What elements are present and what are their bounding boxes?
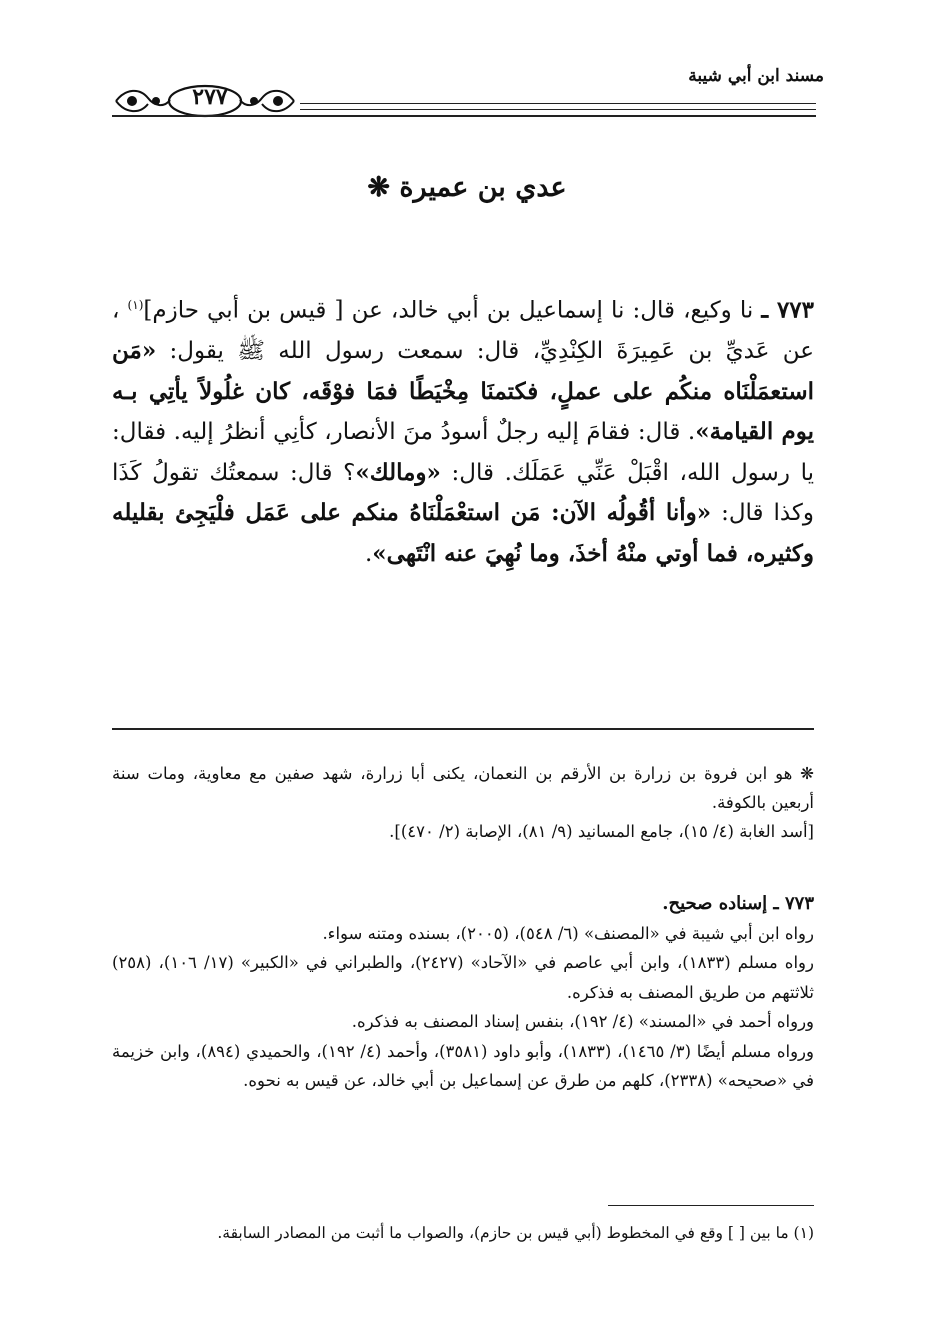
biography-note [112, 759, 814, 846]
header-rule-bottom [300, 109, 816, 110]
hadith-chain: نا وكيع، قال: نا إسماعيل بن أبي خالد، عن [ قيس بن أبي حازم] [143, 297, 762, 324]
hadith-end: . [364, 540, 373, 567]
hadith-quote-1: «مَن استعمَلْنَاه منكُم على عملٍ، فكتمنَا مِخْيَطًا فمَا فوْقَه، كان غلُولاً يأتِي بـه يوم القيامة» [112, 337, 814, 446]
page-number: ٢٧٧ [192, 84, 228, 110]
takhrij-section [112, 889, 814, 1096]
takhrij-line: رواه ابن أبي شيبة في «المصنف» (٦/ ٥٤٨)، (٢٠٠٥)، بسنده ومتنه سواء. [322, 923, 814, 943]
takhrij-line: ورواه مسلم أيضًا (٣/ ١٤٦٥)، (١٨٣٣)، وأبو داود (٣٥٨١)، وأحمد (٤/ ١٩٢)، والحميدي (٨٩٤)، وابن خزيمة في «صحيحه» (٢٣٣٨)، كلهم من طرق عن إسماعيل بن أبي خالد، عن قيس به نحوه. [112, 1041, 814, 1090]
hadith-text [112, 285, 814, 574]
header-rule-top [300, 103, 816, 104]
biography-sources: [أسد الغابة (٤/ ١٥)، جامع المسانيد (٩/ ٨١)، الإصابة (٢/ ٤٧٠)]. [389, 822, 814, 841]
hadith-quote-2: «ومالك» [355, 458, 441, 486]
hadith-chain-continued: ، عن عَديِّ بن عَمِيرَةَ الكِنْدِيِّ، قال: سمعت رسول الله ﷺ يقول: [112, 297, 814, 365]
hadith-narration-2: ؟ قال: سمعتُك تقولُ كَذَا وكذا قال: [112, 459, 814, 527]
footnote-marker: (١) [127, 298, 144, 312]
takhrij-line: ورواه أحمد في «المسند» (٤/ ١٩٢)، بنفس إسناد المصنف به فذكره. [351, 1012, 814, 1031]
takhrij-heading: ٧٧٣ ـ إسناده صحيح. [662, 893, 814, 914]
hadith-quote-3: «وأنا أقُولُه الآن: مَن استعْمَلْنَاهُ منكم على عَمَل فلْيَجِئ بقليله وكثيره، فما أوتي منْهُ أخذَ، وما نُهِيَ عنه انْتَهى» [112, 499, 814, 567]
hadith-number: ٧٧٣ ـ [761, 296, 815, 324]
notes-divider [112, 728, 814, 730]
takhrij-line: رواه مسلم (١٨٣٣)، وابن أبي عاصم في «الآحاد» (٢٤٢٧)، والطبراني في «الكبير» (١٧/ ١٠٦)، (٢٥٨) ثلاثتهم من طريق المصنف به فذكره. [112, 953, 814, 1002]
hadith-narration-1: . قال: فقامَ إليه رجلٌ أسودُ منَ الأنصار، كأنِي أنظرُ إليه. فقال: يا رسول الله، اقْبَلْ عَنِّي عَمَلَك. قال: [112, 419, 814, 486]
section-title: عدي بن عميرة ❋ [367, 172, 567, 203]
running-header-title: مسند ابن أبي شيبة [688, 66, 824, 86]
footnote-divider [608, 1205, 814, 1206]
biography-text: ❋ هو ابن فروة بن زرارة بن الأرقم بن النعمان، يكنى أبا زرارة، شهد صفين مع معاوية، ومات سنة أربعين بالكوفة. [112, 764, 814, 812]
header-rule-base [112, 115, 816, 117]
footnote: (١) ما بين [ ] وقع في المخطوط (أبي قيس بن حازم)، والصواب ما أثبت من المصادر السابقة. [217, 1224, 814, 1242]
